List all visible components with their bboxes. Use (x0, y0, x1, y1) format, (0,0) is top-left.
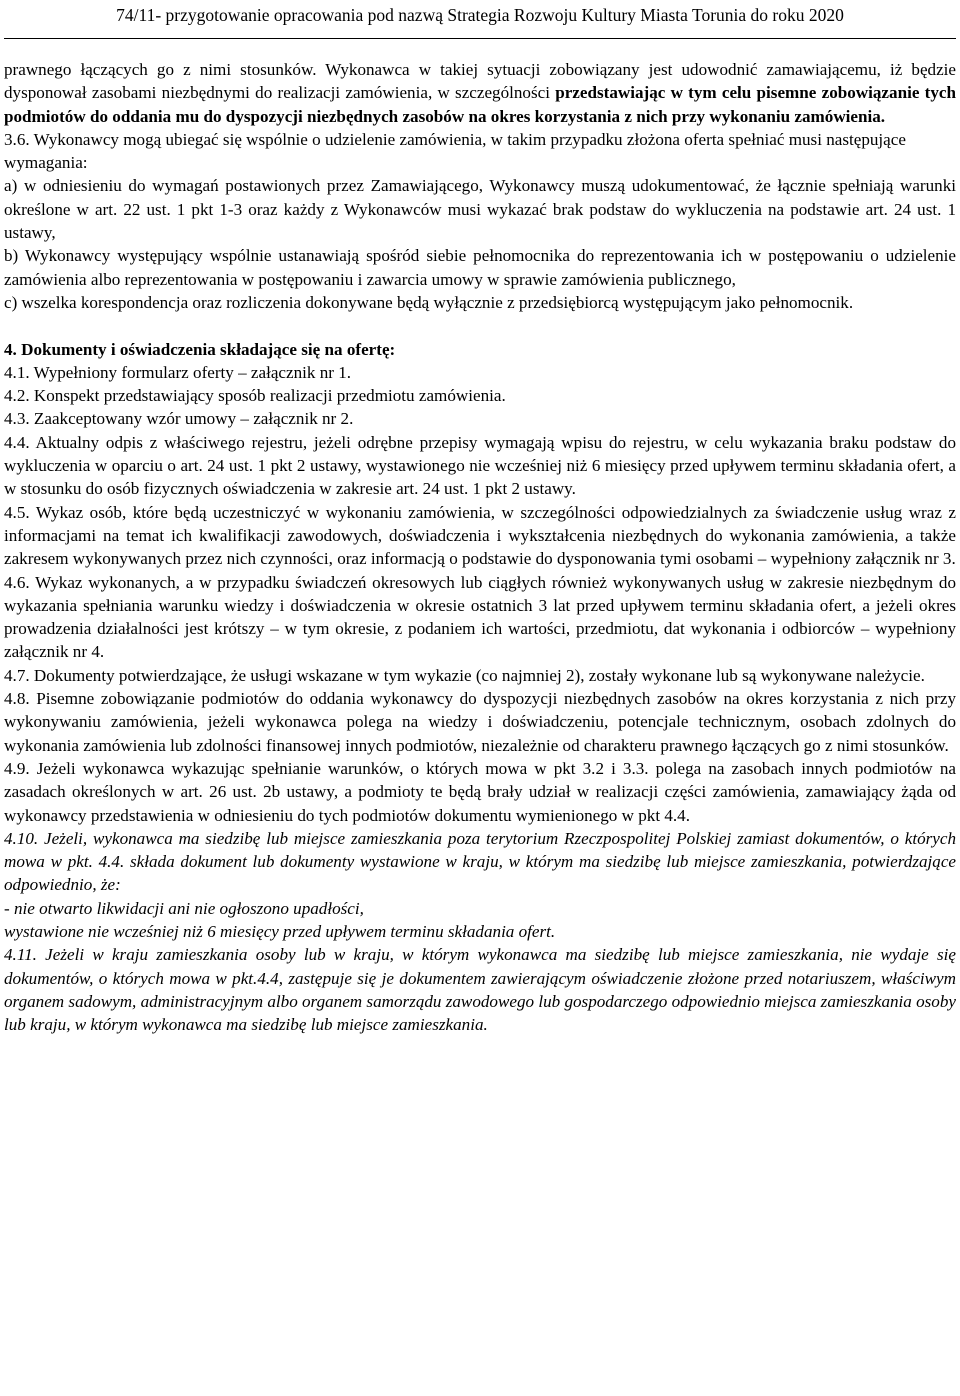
list-item-4-9: 4.9. Jeżeli wykonawca wykazując spełnianie warunków, o których mowa w pkt 3.2 i 3.3. polega na zasobach innych podmiotów na zasadach określonych w art. 26 ust. 2b ustawy, a podmioty te będą brały udział w realizacji części zamówienia, zamawiający żąda od wykonawcy przedstawienia w odniesieniu do tych podmiotów dokumentu wymienionego w pkt 4.4. (4, 758, 956, 825)
paragraph-3-6: 3.6. Wykonawcy mogą ubiegać się wspólnie o udzielenie zamówienia, w takim przypadku złożona oferta spełniać musi następujące wymagania: (4, 129, 906, 173)
list-item-4-10-note: wystawione nie wcześniej niż 6 miesięcy przed upływem terminu składania ofert. (4, 921, 556, 941)
list-item-4-10-point: - nie otwarto likwidacji ani nie ogłoszono upadłości, (4, 898, 364, 918)
paragraph-resources (4, 58, 956, 128)
list-item-4-8: 4.8. Pisemne zobowiązanie podmiotów do oddania wykonawcy do dyspozycji niezbędnych zasobów na okres korzystania z nich przy wykonywaniu zamówienia, jeżeli wykonawca polega na wiedzy i doświadczeniu, potencjale technicznym, osobach zdolnych do wykonania zamówienia lub zdolności finansowej innych podmiotów, niezależnie od charakteru prawnego łączących go z nimi stosunków. (4, 689, 956, 755)
list-item-4-11: 4.11. Jeżeli w kraju zamieszkania osoby lub w kraju, w którym wykonawca ma siedzibę lub miejsce zamieszkania, nie wydaje się dokumentów, o których mowa w pkt.4.4, zastępuje się je dokumentem zawierającym oświadczenie złożone przed notariuszem, właściwym organem sadowym, administracyjnym albo organem samorządu zawodowego lub gospodarczego odpowiednio miejsca zamieszkania osoby lub kraju, w którym wykonawca ma siedzibę lub miejsce zamieszkania. (4, 945, 956, 1035)
section-spacer (4, 314, 956, 337)
list-item-4-4: 4.4. Aktualny odpis z właściwego rejestru, jeżeli odrębne przepisy wymagają wpisu do rejestru, w celu wykazania braku podstaw do wykluczenia w oparciu o art. 24 ust. 1 pkt 2 ustawy, wystawionego nie wcześniej niż 6 miesięcy przed upływem terminu składania ofert, a w stosunku do osób fizycznych oświadczenia w zakresie art. 24 ust. 1 pkt 2 ustawy. (4, 432, 956, 499)
list-item-4-1: 4.1. Wypełniony formularz oferty – załącznik nr 1. (4, 362, 352, 382)
paragraph-3-6-b: b) Wykonawcy występujący wspólnie ustanawiają spośród siebie pełnomocnika do reprezentowania ich w postępowaniu o udzielenie zamówienia albo reprezentowania w postępowaniu i zawarcia umowy w sprawie zamówienia publicznego, (4, 246, 956, 289)
list-item-4-3: 4.3. Zaakceptowany wzór umowy – załącznik nr 2. (4, 409, 354, 429)
list-item-4-6: 4.6. Wykaz wykonanych, a w przypadku świadczeń okresowych lub ciągłych również wykonywanych usług w zakresie niezbędnym do wykazania spełniania warunku wiedzy i doświadczenia w okresie ostatnich 3 lat przed upływem terminu składania ofert, a jeżeli okres prowadzenia działalności jest krótszy – w tym okresie, z podaniem ich wartości, przedmiotu, dat wykonania i odbiorców – wypełniony załącznik nr 4. (4, 572, 956, 662)
paragraph-resources-text: prawnego łączących go z nimi stosunków. Wykonawca w takiej sytuacji zobowiązany jest udowodnić zamawiającemu, iż będzie dysponował zasobami niezbędnymi do realizacji zamówienia, w szczególności (4, 60, 956, 103)
list-item-4-10: 4.10. Jeżeli, wykonawca ma siedzibę lub miejsce zamieszkania poza terytorium Rzeczpospolitej Polskiej zamiast dokumentów, o których mowa w pkt. 4.4. składa dokument lub dokumenty wystawione w kraju, w którym ma siedzibę lub miejsce zamieszkania, potwierdzające odpowiednio, że: (4, 828, 956, 895)
paragraph-3-6-c: c) wszelka korespondencja oraz rozliczenia dokonywane będą wyłącznie z przedsiębiorcą występującym jako pełnomocnik. (4, 292, 854, 312)
paragraph-resources-bold: przedstawiając w tym celu pisemne zobowiązanie tych podmiotów do oddania mu do dyspozycji niezbędnych zasobów na okres korzystania z nich przy wykonaniu zamówienia. (4, 83, 956, 126)
list-item-4-7: 4.7. Dokumenty potwierdzające, że usługi wskazane w tym wykazie (co najmniej 2), zostały wykonane lub są wykonywane należycie. (4, 665, 925, 685)
header-divider (4, 38, 956, 39)
list-item-4-2: 4.2. Konspekt przedstawiający sposób realizacji przedmiotu zamówienia. (4, 386, 506, 406)
list-item-4-5: 4.5. Wykaz osób, które będą uczestniczyć w wykonaniu zamówienia, w szczególności odpowiedzialnych za świadczenie usług wraz z informacjami na temat ich kwalifikacji zawodowych, doświadczenia i wykształcenia niezbędnych do wykonania zamówienia, a także zakresem wykonywanych przez nich czynności, oraz informacją o podstawie do dysponowania tymi osobami – wypełniony załącznik nr 3. (4, 502, 956, 569)
header-title: 74/11- przygotowanie opracowania pod nazwą Strategia Rozwoju Kultury Miasta Torunia do roku 2020 (116, 5, 844, 25)
section-4-heading: 4. Dokumenty i oświadczenia składające się na ofertę: (4, 339, 396, 359)
document-body (4, 58, 956, 1036)
paragraph-3-6-a: a) w odniesieniu do wymagań postawionych przez Zamawiającego, Wykonawcy muszą udokumentować, że łącznie spełniają warunki określone w art. 22 ust. 1 pkt 1-3 oraz każdy z Wykonawców musi wykazać brak podstaw do wykluczenia na podstawie art. 24 ust. 1 ustawy, (4, 176, 956, 243)
